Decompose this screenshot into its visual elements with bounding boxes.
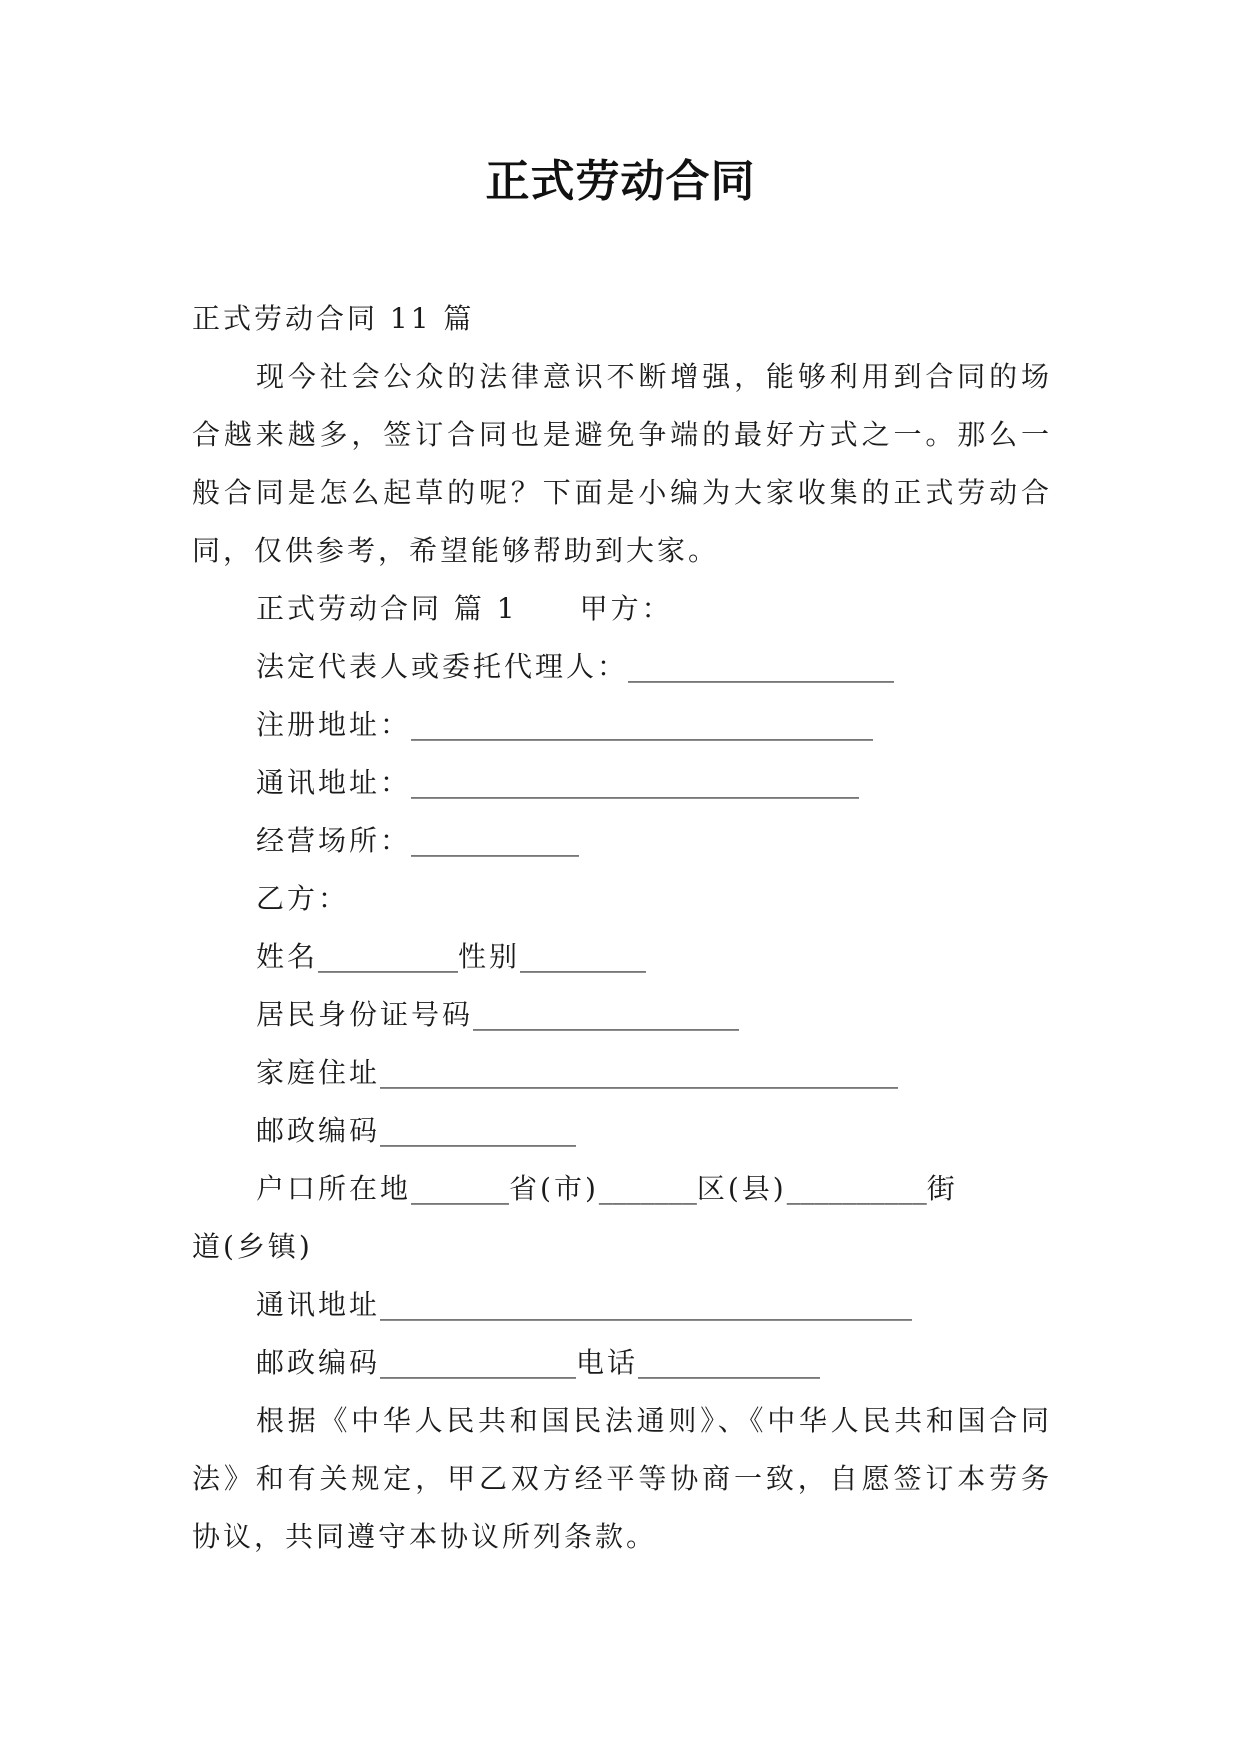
postal-code-blank: ______________ <box>380 1114 577 1147</box>
hukou-line <box>192 1160 1052 1218</box>
document-title: 正式劳动合同 <box>485 156 756 207</box>
party-b-mailing-address-label: 通讯地址 <box>256 1288 381 1321</box>
registered-address-label: 注册地址： <box>256 708 412 741</box>
intro-paragraph: 现今社会公众的法律意识不断增强，能够利用到合同的场合越来越多，签订合同也是避免争端的最好方式之一。那么一般合同是怎么起草的呢？下面是小编为大家收集的正式劳动合同，仅供参考，希望能够帮助到大家。 <box>192 360 1052 567</box>
hukou-label: 户口所在地 <box>256 1172 412 1205</box>
id-number-line <box>192 986 1052 1044</box>
gender-label: 性别 <box>458 940 521 973</box>
hukou-blank-2: _______ <box>598 1172 697 1205</box>
home-address-label: 家庭住址 <box>256 1056 381 1089</box>
postal-phone-line <box>192 1334 1052 1392</box>
home-address-line <box>192 1044 1052 1102</box>
business-place-line <box>192 812 1052 870</box>
postal-code-line <box>192 1102 1052 1160</box>
id-number-blank: ___________________ <box>473 998 740 1031</box>
section-heading-line <box>192 580 1052 638</box>
phone-blank: _____________ <box>638 1346 821 1379</box>
hukou-blank-1: _______ <box>411 1172 510 1205</box>
party-a-mailing-address-line <box>192 754 1052 812</box>
party-b-label: 乙方： <box>256 882 350 915</box>
document-body <box>192 290 1052 1566</box>
name-label: 姓名 <box>256 940 319 973</box>
province-label: 省(市) <box>509 1172 599 1205</box>
section-heading: 正式劳动合同 篇 1 <box>256 592 518 625</box>
gender-blank: _________ <box>520 940 647 973</box>
postal-code-label: 邮政编码 <box>256 1114 381 1147</box>
hukou-blank-3: __________ <box>786 1172 927 1205</box>
document-subtitle: 正式劳动合同 11 篇 <box>192 302 475 335</box>
party-a-label: 甲方： <box>579 592 673 625</box>
registered-address-line <box>192 696 1052 754</box>
street-label-part-2: 道(乡镇) <box>192 1230 313 1263</box>
postal-code-2-blank: ______________ <box>380 1346 577 1379</box>
representative-label: 法定代表人或委托代理人： <box>256 650 629 683</box>
business-place-blank: ____________ <box>411 824 580 857</box>
party-a-mailing-address-blank: ________________________________ <box>411 766 860 799</box>
name-blank: __________ <box>318 940 459 973</box>
phone-label: 电话 <box>576 1346 639 1379</box>
name-gender-line <box>192 928 1052 986</box>
postal-code-2-label: 邮政编码 <box>256 1346 381 1379</box>
representative-line <box>192 638 1052 696</box>
party-a-mailing-address-label: 通讯地址： <box>256 766 412 799</box>
registered-address-blank: _________________________________ <box>411 708 874 741</box>
closing-paragraph: 根据《中华人民共和国民法通则》、《中华人民共和国合同法》和有关规定，甲乙双方经平等协商一致，自愿签订本劳务协议，共同遵守本协议所列条款。 <box>192 1404 1052 1553</box>
party-b-mailing-address-line <box>192 1276 1052 1334</box>
street-label-part-1: 街 <box>926 1172 958 1205</box>
district-label: 区(县) <box>696 1172 787 1205</box>
home-address-blank: _____________________________________ <box>380 1056 899 1089</box>
id-number-label: 居民身份证号码 <box>256 998 474 1031</box>
business-place-label: 经营场所： <box>256 824 412 857</box>
representative-blank: ___________________ <box>628 650 895 683</box>
party-b-mailing-address-blank: ______________________________________ <box>380 1288 913 1321</box>
